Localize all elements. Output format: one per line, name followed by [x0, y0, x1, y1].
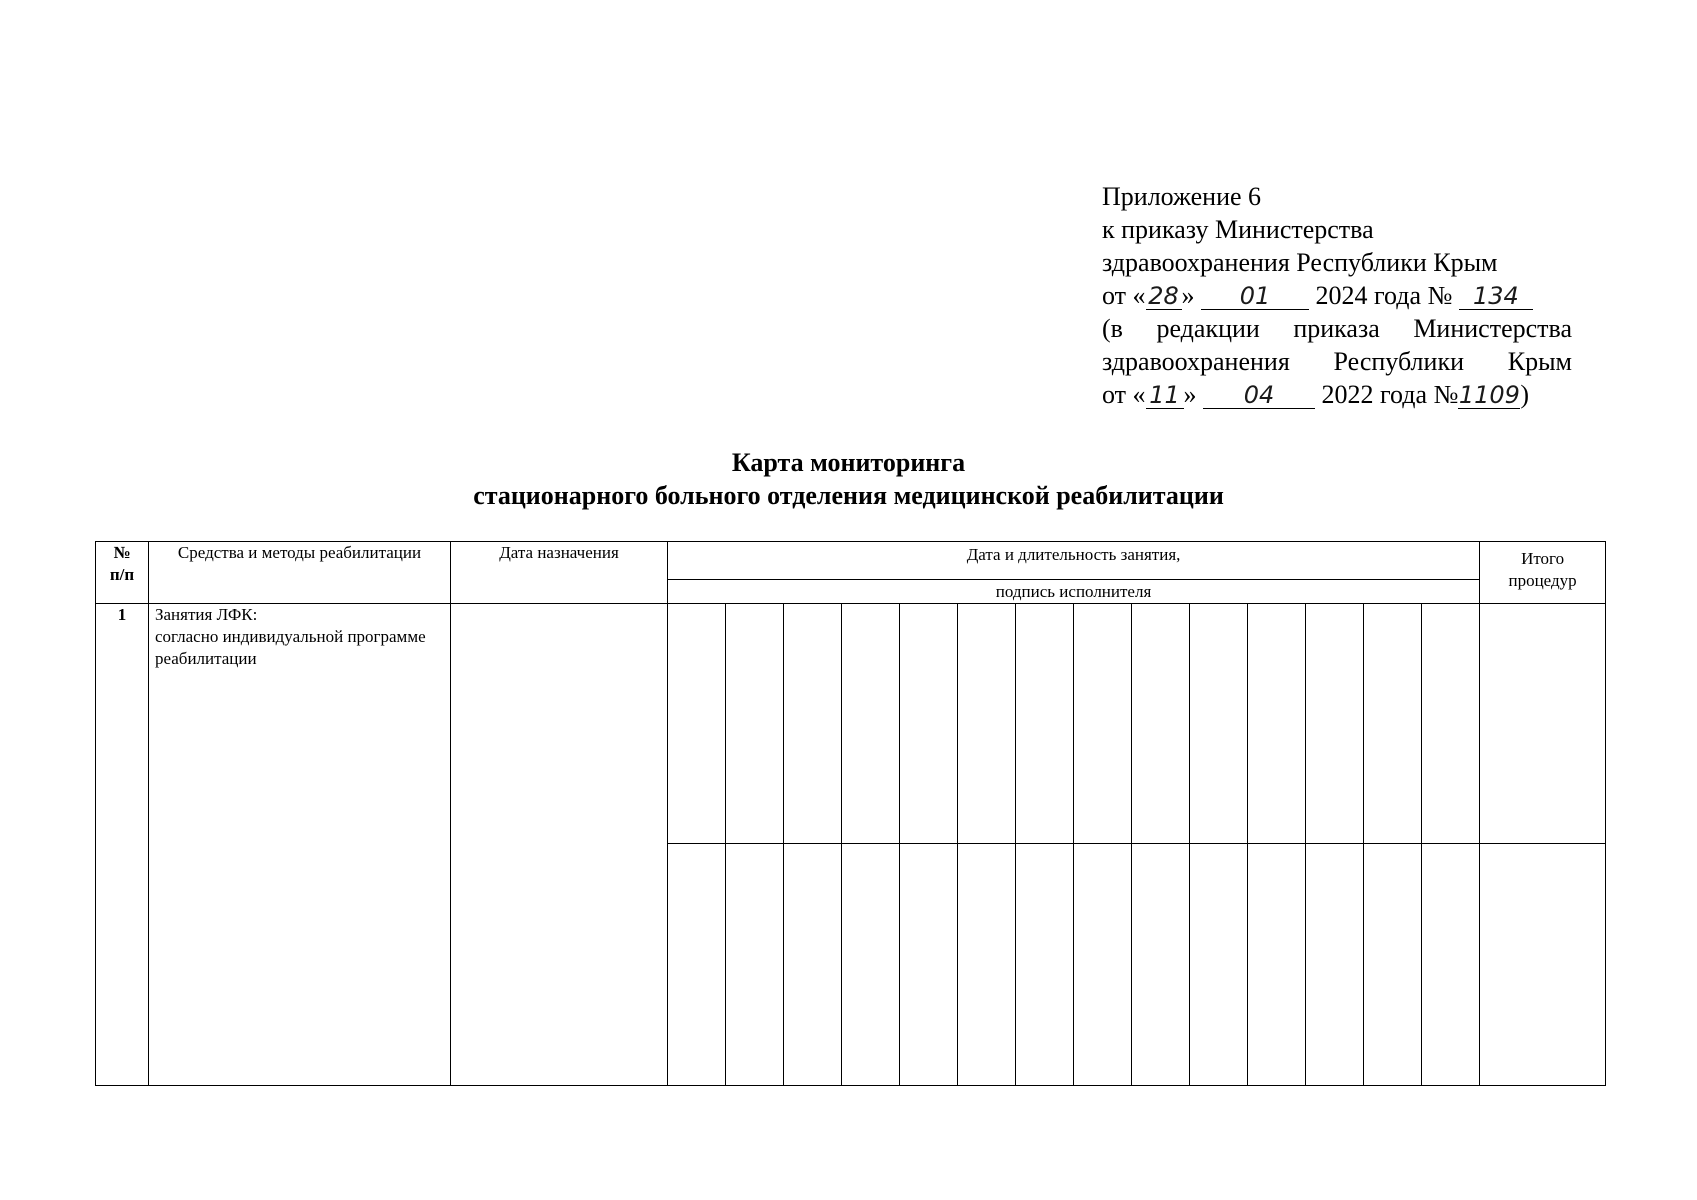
- session-cell[interactable]: [726, 844, 784, 1086]
- session-cell[interactable]: [1422, 604, 1480, 844]
- header-number-pp: п/п: [109, 565, 135, 584]
- revision-suffix: ): [1520, 380, 1530, 409]
- appendix-line-ministry: здравоохранения Республики Крым: [1102, 248, 1498, 277]
- session-cell[interactable]: [1248, 604, 1306, 844]
- revision-quote-close: »: [1183, 380, 1197, 409]
- session-cell[interactable]: [1364, 604, 1422, 844]
- session-cell[interactable]: [784, 844, 842, 1086]
- header-date-assigned: Дата назначения: [451, 542, 668, 604]
- revision-line: (в редакции приказа Министерства: [1102, 314, 1572, 343]
- order-month: 01: [1201, 283, 1309, 310]
- session-cell[interactable]: [1132, 844, 1190, 1086]
- order-number: 134: [1459, 283, 1533, 310]
- revision-month: 04: [1203, 382, 1315, 409]
- session-cell[interactable]: [1074, 844, 1132, 1086]
- row-methods-detail: согласно индивидуальной программе реабилитации: [155, 627, 426, 668]
- appendix-title: Приложение 6: [1102, 182, 1262, 211]
- table-row: [96, 604, 1606, 844]
- order-day: 28: [1146, 283, 1182, 310]
- header-total: Итого процедур: [1480, 542, 1606, 604]
- header-signature: подпись исполнителя: [668, 580, 1480, 604]
- header-methods: Средства и методы реабилитации: [149, 542, 451, 604]
- revision-date-line: [1102, 378, 1572, 411]
- session-cell[interactable]: [1190, 844, 1248, 1086]
- row-number: 1: [96, 604, 149, 1086]
- revision-year-text: 2022 года №: [1321, 380, 1459, 409]
- order-date-line: [1102, 279, 1572, 312]
- header-row-1: [96, 542, 1606, 580]
- total-cell[interactable]: [1480, 844, 1606, 1086]
- revision-ministry-line: здравоохранения Республики Крым: [1102, 347, 1572, 376]
- session-cell[interactable]: [1422, 844, 1480, 1086]
- session-cell[interactable]: [668, 844, 726, 1086]
- header-number-sign: №: [113, 543, 131, 562]
- session-cell[interactable]: [842, 604, 900, 844]
- session-cell[interactable]: [726, 604, 784, 844]
- header-number: [96, 542, 149, 604]
- order-prefix: от «: [1102, 281, 1146, 310]
- header-session-date: Дата и длительность занятия,: [668, 542, 1480, 580]
- session-cell[interactable]: [900, 844, 958, 1086]
- row-methods-title: Занятия ЛФК:: [155, 605, 258, 624]
- document-title: Карта мониторинга: [731, 448, 966, 477]
- monitoring-table: [95, 541, 1606, 1086]
- session-cell[interactable]: [1016, 604, 1074, 844]
- session-cell[interactable]: [784, 604, 842, 844]
- row-methods: [149, 604, 451, 1086]
- appendix-block: [1102, 180, 1572, 411]
- appendix-line-order: к приказу Министерства: [1102, 215, 1374, 244]
- session-cell[interactable]: [900, 604, 958, 844]
- session-cell[interactable]: [668, 604, 726, 844]
- revision-day: 11: [1146, 382, 1184, 409]
- session-cell[interactable]: [1016, 844, 1074, 1086]
- order-year-text: 2024 года №: [1315, 281, 1453, 310]
- session-cell[interactable]: [958, 844, 1016, 1086]
- session-cell[interactable]: [1190, 604, 1248, 844]
- row-date-assigned-cell[interactable]: [451, 604, 668, 1086]
- revision-number: 1109: [1458, 381, 1520, 409]
- order-quote-close: »: [1181, 281, 1195, 310]
- session-cell[interactable]: [1364, 844, 1422, 1086]
- total-cell[interactable]: [1480, 604, 1606, 844]
- session-cell[interactable]: [1306, 604, 1364, 844]
- revision-prefix: от «: [1102, 380, 1146, 409]
- session-cell[interactable]: [842, 844, 900, 1086]
- document-subtitle: стационарного больного отделения медицинской реабилитации: [473, 481, 1224, 510]
- session-cell[interactable]: [1074, 604, 1132, 844]
- session-cell[interactable]: [1248, 844, 1306, 1086]
- session-cell[interactable]: [1306, 844, 1364, 1086]
- session-cell[interactable]: [1132, 604, 1190, 844]
- session-cell[interactable]: [958, 604, 1016, 844]
